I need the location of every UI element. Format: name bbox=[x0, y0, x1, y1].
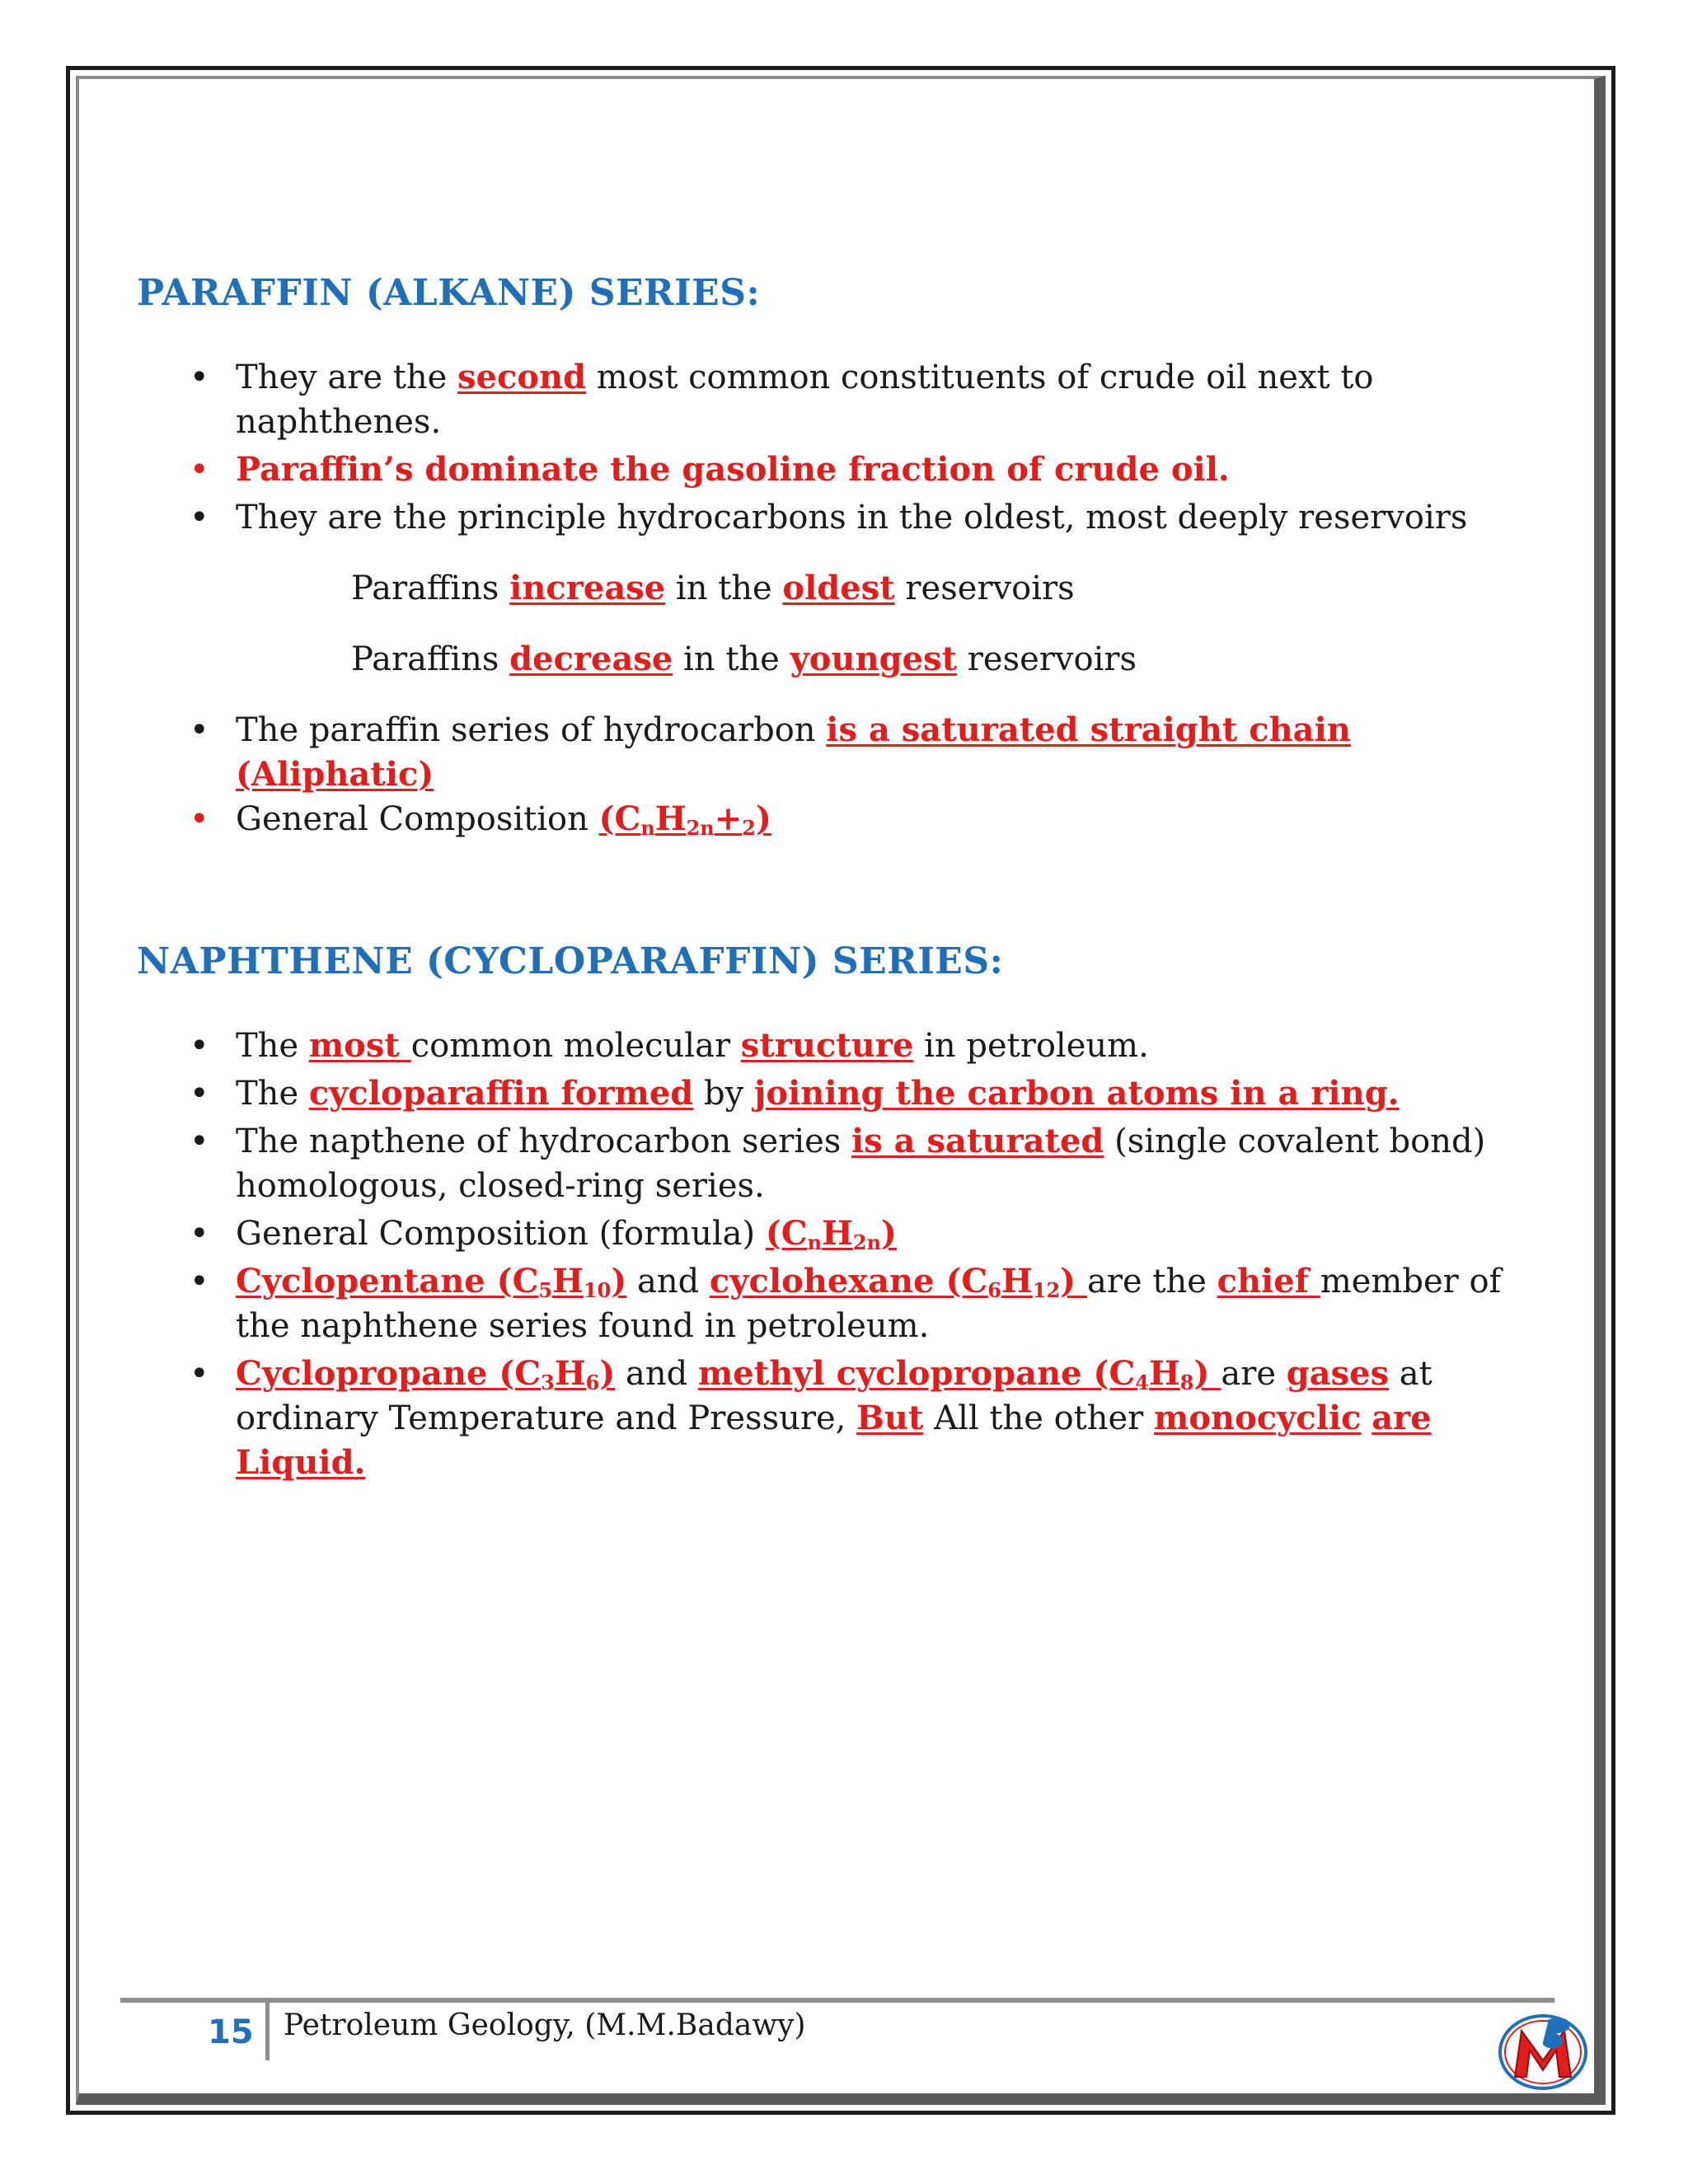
list-item: • General Composition (formula) $(C_nH_{2n})$ bbox=[137, 1212, 1554, 1256]
section-heading-naphthene: NAPHTHENE (CYCLOPARAFFIN) SERIES: bbox=[137, 940, 1004, 982]
list-item: • The paraffin series of hydrocarbon is a saturated straight chain (Aliphatic) bbox=[137, 708, 1554, 797]
list-item: • The napthene of hydrocarbon series is a saturated (single covalent bond) homologous, closed-ring series. bbox=[137, 1119, 1554, 1208]
section-heading-paraffin: PARAFFIN (ALKANE) SERIES: bbox=[137, 272, 761, 314]
bullet-icon: • bbox=[190, 1027, 209, 1065]
naphthene-bullet-list bbox=[137, 1024, 1554, 1485]
bullet-icon: • bbox=[190, 499, 209, 537]
page-number: 15 bbox=[208, 2013, 254, 2051]
author-logo-icon bbox=[1493, 2009, 1592, 2092]
list-item: • The most common molecular structure in petroleum. bbox=[137, 1024, 1554, 1068]
list-item: • Cyclopentane $(C_5H_{10})$ and cyclohexane $(C_6H_{12})$ are the chief member of the naphthene series found in petroleum. bbox=[137, 1259, 1554, 1348]
footer-rule bbox=[120, 1998, 1554, 2003]
list-item: • Paraffin’s dominate the gasoline fraction of crude oil. bbox=[137, 448, 1554, 492]
list-item: • The cycloparaffin formed by joining the carbon atoms in a ring. bbox=[137, 1071, 1554, 1116]
footer-title: Petroleum Geology, (M.M.Badawy) bbox=[284, 2008, 806, 2042]
indented-line-increase: Paraffins increase in the oldest reservoirs bbox=[351, 569, 1075, 607]
bullet-icon: • bbox=[190, 711, 209, 749]
general-formula: $(C_nH_{2n}+_2)$ bbox=[598, 799, 771, 840]
bullet-icon: • bbox=[190, 1355, 209, 1393]
list-item: • They are the principle hydrocarbons in the oldest, most deeply reservoirs bbox=[137, 495, 1554, 540]
list-item: • Cyclopropane $(C_3H_6)$ and methyl cyclopropane $(C_4H_8)$ are gases at ordinary Temperature and Pressure, But All the other monocyclic are Liquid. bbox=[137, 1352, 1554, 1485]
bullet-icon: • bbox=[190, 1075, 209, 1113]
footer-separator bbox=[265, 2003, 270, 2060]
list-item: • General Composition $(C_nH_{2n}+_2)$ bbox=[137, 797, 1554, 841]
page-content bbox=[137, 272, 1554, 1488]
paraffin-bullet-list bbox=[137, 355, 1554, 540]
bullet-icon: • bbox=[190, 359, 209, 396]
bullet-icon: • bbox=[190, 800, 209, 838]
list-item: • They are the second most common constituents of crude oil next to naphthenes. bbox=[137, 355, 1554, 444]
indented-line-decrease: Paraffins decrease in the youngest reservoirs bbox=[351, 640, 1137, 678]
bullet-icon: • bbox=[190, 1122, 209, 1160]
bullet-icon: • bbox=[190, 1263, 209, 1301]
paraffin-bullet-list-2 bbox=[137, 708, 1554, 841]
bullet-icon: • bbox=[190, 451, 209, 489]
general-formula: $(C_nH_{2n})$ bbox=[765, 1214, 897, 1254]
bullet-icon: • bbox=[190, 1215, 209, 1253]
